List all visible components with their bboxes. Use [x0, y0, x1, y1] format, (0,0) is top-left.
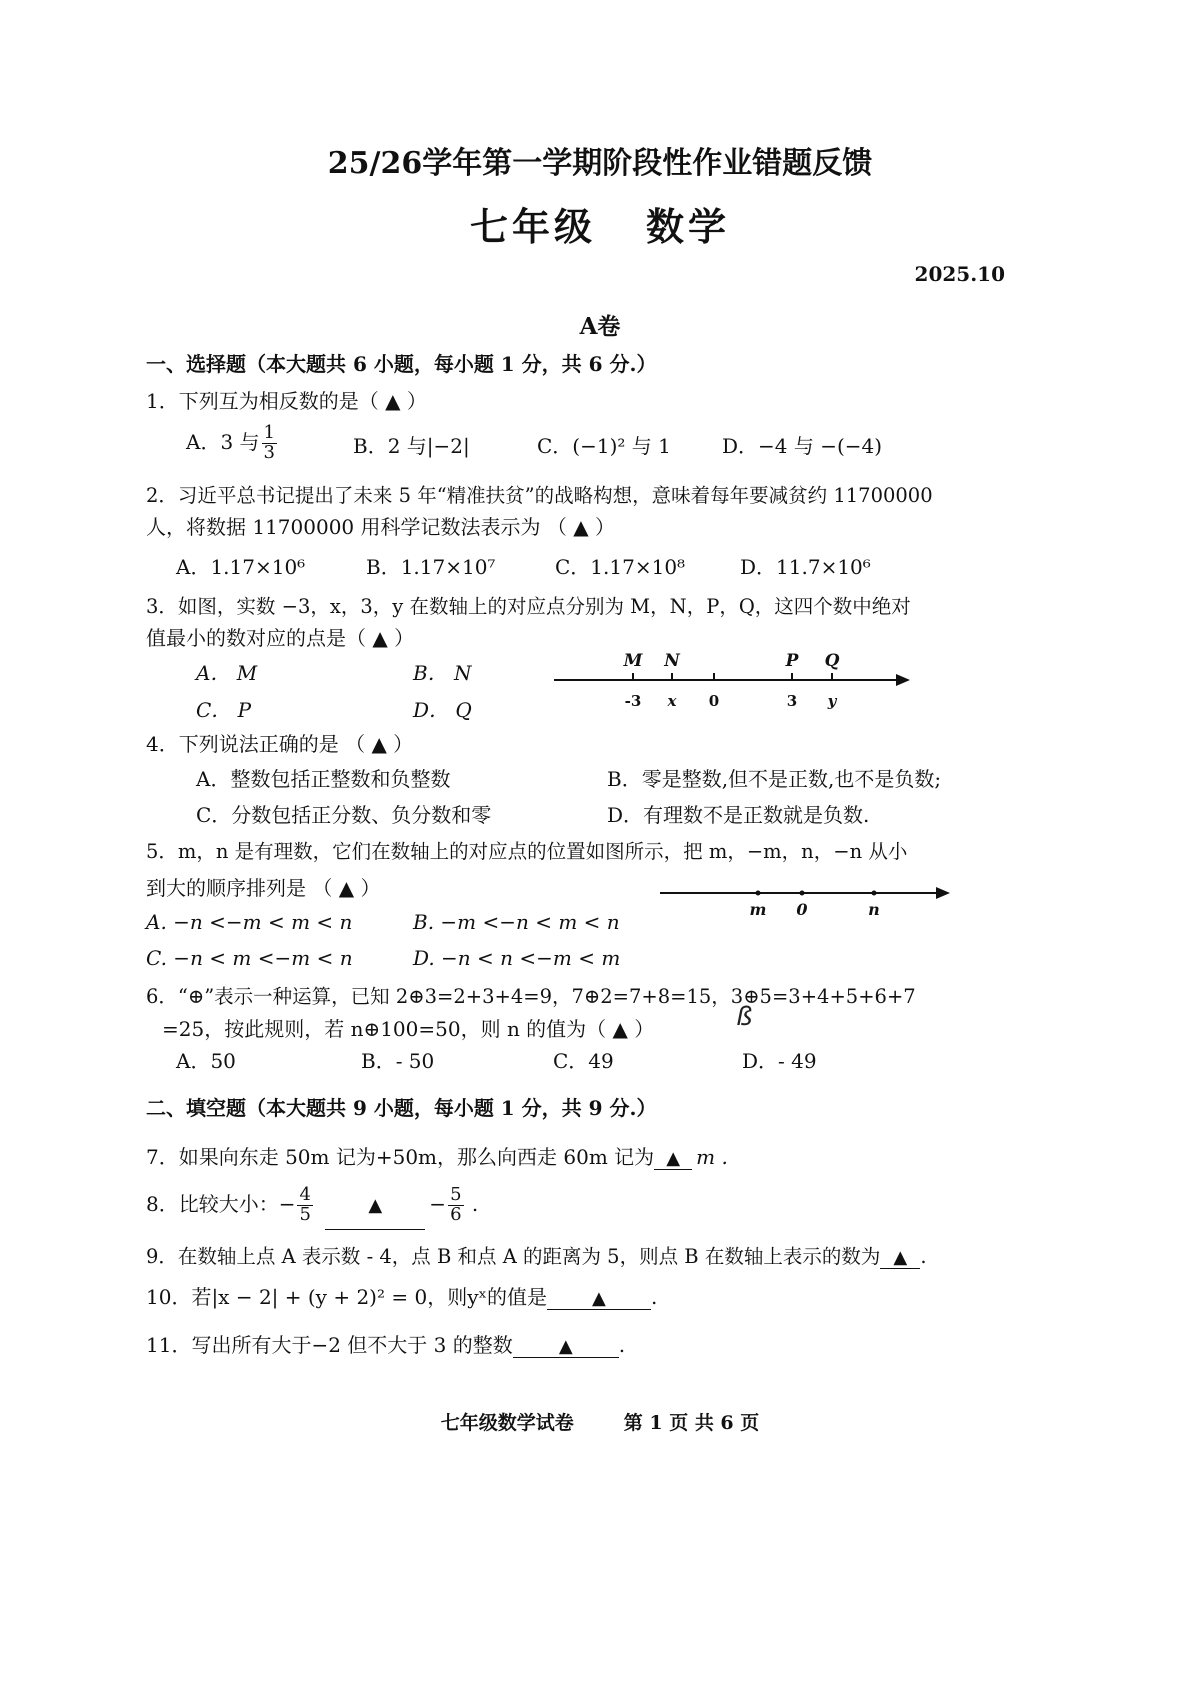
- q3-line1: 3．如图，实数 −3，x，3，y 在数轴上的对应点分别为 M，N，P，Q，这四个数中绝对: [146, 595, 911, 618]
- q3-option-b: B． N: [413, 661, 472, 685]
- q2-line2: 人，将数据 11700000 用科学记数法表示为 （ ▲ ）: [146, 515, 615, 539]
- q3-label-p: P: [785, 651, 799, 671]
- handwritten-mark: ß: [736, 1002, 753, 1032]
- q3-axis-arrow-icon: [896, 674, 910, 686]
- q2-line1: 2．习近平总书记提出了未来 5 年“精准扶贫”的战略构想，意味着每年要减贫约 11700000: [146, 484, 933, 507]
- q4-option-c: C．分数包括正分数、负分数和零: [196, 803, 492, 827]
- q5-point-0: [800, 891, 805, 896]
- q8-fraction-2: $\frac{5}{6}$: [450, 1184, 462, 1225]
- q2-option-b: B．1.17×10⁷: [366, 555, 496, 579]
- footer-paper-name: 七年级数学试卷: [440, 1412, 574, 1434]
- q1-option-d: D．−4 与 −(−4): [722, 434, 883, 458]
- q6-option-d: D．- 49: [742, 1049, 817, 1073]
- q3-value-3: 3: [786, 692, 798, 710]
- q10-answer-blank[interactable]: ▲: [547, 1288, 651, 1310]
- q6-option-c: C．49: [553, 1049, 614, 1073]
- q1-option-b: B．2 与|−2|: [353, 434, 470, 458]
- q3-number-line: [548, 640, 918, 720]
- q3-line2: 值最小的数对应的点是（ ▲ ）: [146, 626, 415, 650]
- q5-point-m: [756, 891, 761, 896]
- exam-date: 2025.10: [914, 262, 1005, 286]
- q11: 11．写出所有大于−2 但不大于 3 的整数 ▲ .: [146, 1333, 626, 1357]
- q4-option-a: A．整数包括正整数和负整数: [196, 767, 451, 791]
- subject-label: 数学: [646, 204, 731, 249]
- grade-label: 七年级: [469, 204, 596, 249]
- q7-answer-blank[interactable]: ▲: [654, 1148, 692, 1170]
- q1-option-a: A．3 与 $\frac{1}{3}$: [186, 422, 275, 463]
- q3-label-n: N: [664, 651, 680, 671]
- page-footer: [0, 1408, 1200, 1435]
- q6-option-b: B．- 50: [361, 1049, 435, 1073]
- q5-option-a: A. −n <−m < m < n: [146, 910, 353, 934]
- q1-option-c: C．(−1)² 与 1: [537, 434, 671, 458]
- q2-option-d: D．11.7×10⁶: [740, 555, 871, 579]
- q3-label-q: Q: [824, 651, 840, 671]
- q3-option-c: C． P: [196, 698, 252, 722]
- q8-answer-blank[interactable]: ▲: [325, 1183, 425, 1230]
- q6-option-a: A．50: [176, 1049, 236, 1073]
- q5-axis-arrow-icon: [936, 887, 950, 899]
- q6-line2: =25，按此规则，若 n⊕100=50，则 n 的值为（ ▲ ）: [162, 1017, 655, 1041]
- q3-value-y: y: [827, 692, 837, 710]
- q4-option-b: B．零是整数,但不是正数,也不是负数;: [607, 767, 942, 791]
- q10: 10．若|x − 2| + (y + 2)² = 0，则yˣ的值是 ▲ .: [146, 1285, 658, 1309]
- q5-number-line: [656, 876, 956, 922]
- footer-page-number: 第 1 页 共 6 页: [623, 1412, 760, 1434]
- q4-stem: 4．下列说法正确的是 （ ▲ ）: [146, 732, 414, 756]
- q3-option-d: D． Q: [413, 698, 472, 722]
- q5-label-n: n: [868, 900, 880, 919]
- q5-line2: 到大的顺序排列是 （ ▲ ）: [146, 876, 381, 900]
- q9-answer-blank[interactable]: ▲: [880, 1247, 920, 1269]
- exam-title: 25/26学年第一学期阶段性作业错题反馈: [327, 146, 873, 181]
- q8: 8．比较大小：− $\frac{4}{5}$ ▲ − $\frac{5}{6}$ .: [146, 1181, 478, 1230]
- q11-answer-blank[interactable]: ▲: [513, 1336, 619, 1358]
- q5-line1: 5．m，n 是有理数，它们在数轴上的对应点的位置如图所示，把 m，−m，n，−n 从小: [146, 840, 908, 863]
- q4-option-d: D．有理数不是正数就是负数.: [607, 803, 870, 827]
- q6-line1: 6．“⊕”表示一种运算，已知 2⊕3=2+3+4=9，7⊕2=7+8=15，3⊕5=3+4+5+6+7: [146, 985, 916, 1008]
- q7: 7．如果向东走 50m 记为+50m，那么向西走 60m 记为 ▲ m .: [146, 1145, 728, 1169]
- q5-option-d: D. −n < n <−m < m: [413, 946, 621, 970]
- q1-fraction: $\frac{1}{3}$: [263, 422, 275, 463]
- q3-value-neg3: -3: [624, 692, 642, 710]
- q5-option-c: C. −n < m <−m < n: [146, 946, 353, 970]
- q5-point-n: [872, 891, 877, 896]
- q3-option-a: A． M: [196, 661, 258, 685]
- section2-heading: 二、填空题（本大题共 9 小题，每小题 1 分，共 9 分.）: [146, 1096, 657, 1120]
- q5-label-m: m: [749, 900, 767, 919]
- q3-value-x: x: [667, 692, 677, 710]
- q3-label-m: M: [623, 651, 643, 671]
- q2-option-a: A．1.17×10⁶: [176, 555, 306, 579]
- q2-option-c: C．1.17×10⁸: [555, 555, 686, 579]
- q9: 9．在数轴上点 A 表示数 - 4，点 B 和点 A 的距离为 5，则点 B 在数轴上表示的数为 ▲ .: [146, 1245, 927, 1268]
- q8-fraction-1: $\frac{4}{5}$: [299, 1184, 311, 1225]
- q5-option-b: B. −m <−n < m < n: [413, 910, 620, 934]
- volume-label: A卷: [579, 313, 621, 340]
- grade-subject-heading: [0, 196, 1200, 251]
- section1-heading: 一、选择题（本大题共 6 小题，每小题 1 分，共 6 分.）: [146, 352, 657, 376]
- q3-value-0: 0: [708, 692, 720, 710]
- q1-stem: 1．下列互为相反数的是（ ▲ ）: [146, 389, 427, 413]
- q5-label-0: 0: [796, 900, 808, 919]
